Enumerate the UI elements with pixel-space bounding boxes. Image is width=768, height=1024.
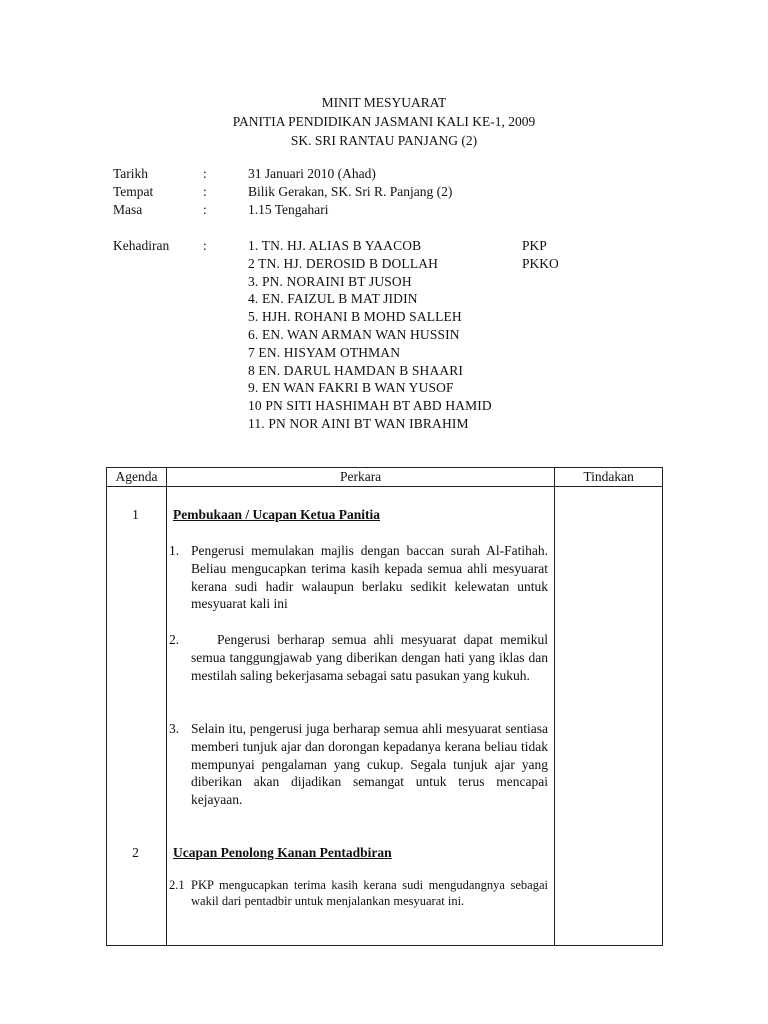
attendance-label: Kehadiran <box>113 238 170 253</box>
attendee <box>248 415 559 433</box>
attendee-name: 5. HJH. ROHANI B MOHD SALLEH <box>248 309 462 325</box>
attendee-name: 3. PN. NORAINI BT JUSOH <box>248 273 412 289</box>
detail-row-date <box>113 165 452 183</box>
attendee-role: PKP <box>522 238 547 253</box>
attendee-name: 8 EN. DARUL HAMDAN B SHAARI <box>248 362 464 378</box>
attendee-name: 2 TN. HJ. DEROSID B DOLLAH <box>248 255 439 271</box>
attendee <box>248 273 559 291</box>
title-line-1: MINIT MESYUARAT <box>321 95 447 110</box>
attendee <box>248 308 559 326</box>
detail-colon: : <box>203 166 207 181</box>
point-number: 2. <box>169 632 180 647</box>
document-title <box>0 93 768 150</box>
attendee-role: PKKO <box>522 255 559 271</box>
agenda-title: Ucapan Penolong Kanan Pentadbiran <box>173 845 392 860</box>
meeting-details <box>113 165 452 219</box>
attendance-colon: : <box>203 238 207 253</box>
title-line-3: SK. SRI RANTAU PANJANG (2) <box>290 133 478 148</box>
agenda-column <box>107 487 167 946</box>
agenda-table <box>106 467 663 946</box>
agenda-point <box>169 877 548 909</box>
agenda-point <box>169 631 548 684</box>
header-perkara: Perkara <box>166 468 554 487</box>
attendee <box>248 255 559 273</box>
attendance-list <box>248 237 559 431</box>
attendee-name: 4. EN. FAIZUL B MAT JIDIN <box>248 291 418 307</box>
attendance-row <box>113 237 559 431</box>
agenda-point <box>169 720 548 809</box>
point-number: 3. <box>169 721 180 736</box>
attendance-block <box>113 237 559 431</box>
title-line-2: PANITIA PENDIDIKAN JASMANI KALI KE-1, 2009 <box>232 114 536 129</box>
attendee-name: 11. PN NOR AINI BT WAN IBRAHIM <box>248 415 469 431</box>
detail-label: Tempat <box>113 184 154 199</box>
detail-colon: : <box>203 184 207 199</box>
agenda-number: 1 <box>132 507 139 522</box>
attendee-name: 9. EN WAN FAKRI B WAN YUSOF <box>248 380 454 396</box>
detail-colon: : <box>203 202 207 217</box>
detail-value: Bilik Gerakan, SK. Sri R. Panjang (2) <box>248 184 453 199</box>
attendee <box>248 379 559 397</box>
detail-value: 31 Januari 2010 (Ahad) <box>248 166 376 181</box>
detail-row-time <box>113 201 452 219</box>
point-text: Pengerusi memulakan majlis dengan baccan surah Al-Fatihah. Beliau mengucapkan terima kasih kepada semua ahli mesyuarat kerana sudi hadir walaupun berlaku sedikit kelewatan untuk mesyuarat kali ini <box>191 543 548 612</box>
attendee <box>248 326 559 344</box>
agenda-title: Pembukaan / Ucapan Ketua Panitia <box>173 507 381 522</box>
header-tindakan: Tindakan <box>555 468 663 487</box>
attendee <box>248 362 559 380</box>
point-number: 2.1 <box>169 878 185 892</box>
detail-label: Tarikh <box>113 166 149 181</box>
attendee-name: 7 EN. HISYAM OTHMAN <box>248 344 401 360</box>
attendee <box>248 397 559 415</box>
point-number: 1. <box>169 543 180 558</box>
detail-row-place <box>113 183 452 201</box>
agenda-number: 2 <box>132 845 139 860</box>
table-header-row <box>107 468 663 487</box>
point-text: PKP mengucapkan terima kasih kerana sudi mengudangnya sebagai wakil dari pentadbir untuk menjalankan mesyuarat ini. <box>191 878 548 908</box>
attendee <box>248 344 559 362</box>
attendee <box>248 290 559 308</box>
attendee-name: 6. EN. WAN ARMAN WAN HUSSIN <box>248 326 460 342</box>
detail-value: 1.15 Tengahari <box>248 202 329 217</box>
tindakan-column <box>555 487 663 946</box>
attendee-name: 10 PN SITI HASHIMAH BT ABD HAMID <box>248 398 492 414</box>
attendee <box>248 237 559 255</box>
point-text: Pengerusi berharap semua ahli mesyuarat dapat memikul semua tanggungjawab yang diberikan dengan hati yang iklas dan mestilah saling bekerjasama sebagai satu pasukan yang kukuh. <box>191 632 548 683</box>
detail-label: Masa <box>113 202 143 217</box>
point-text: Selain itu, pengerusi juga berharap semua ahli mesyuarat sentiasa memberi tunjuk ajar dan dorongan kepadanya kerana beliau tidak mempunyai pengalaman yang cukup. Segala tunjuk ajar yang diberikan akan dijadikan semangat untuk terus mencapai kejayaan. <box>191 721 548 808</box>
agenda-point <box>169 542 548 613</box>
attendee-name: 1. TN. HJ. ALIAS B YAACOB <box>248 238 422 253</box>
header-agenda: Agenda <box>107 468 167 487</box>
